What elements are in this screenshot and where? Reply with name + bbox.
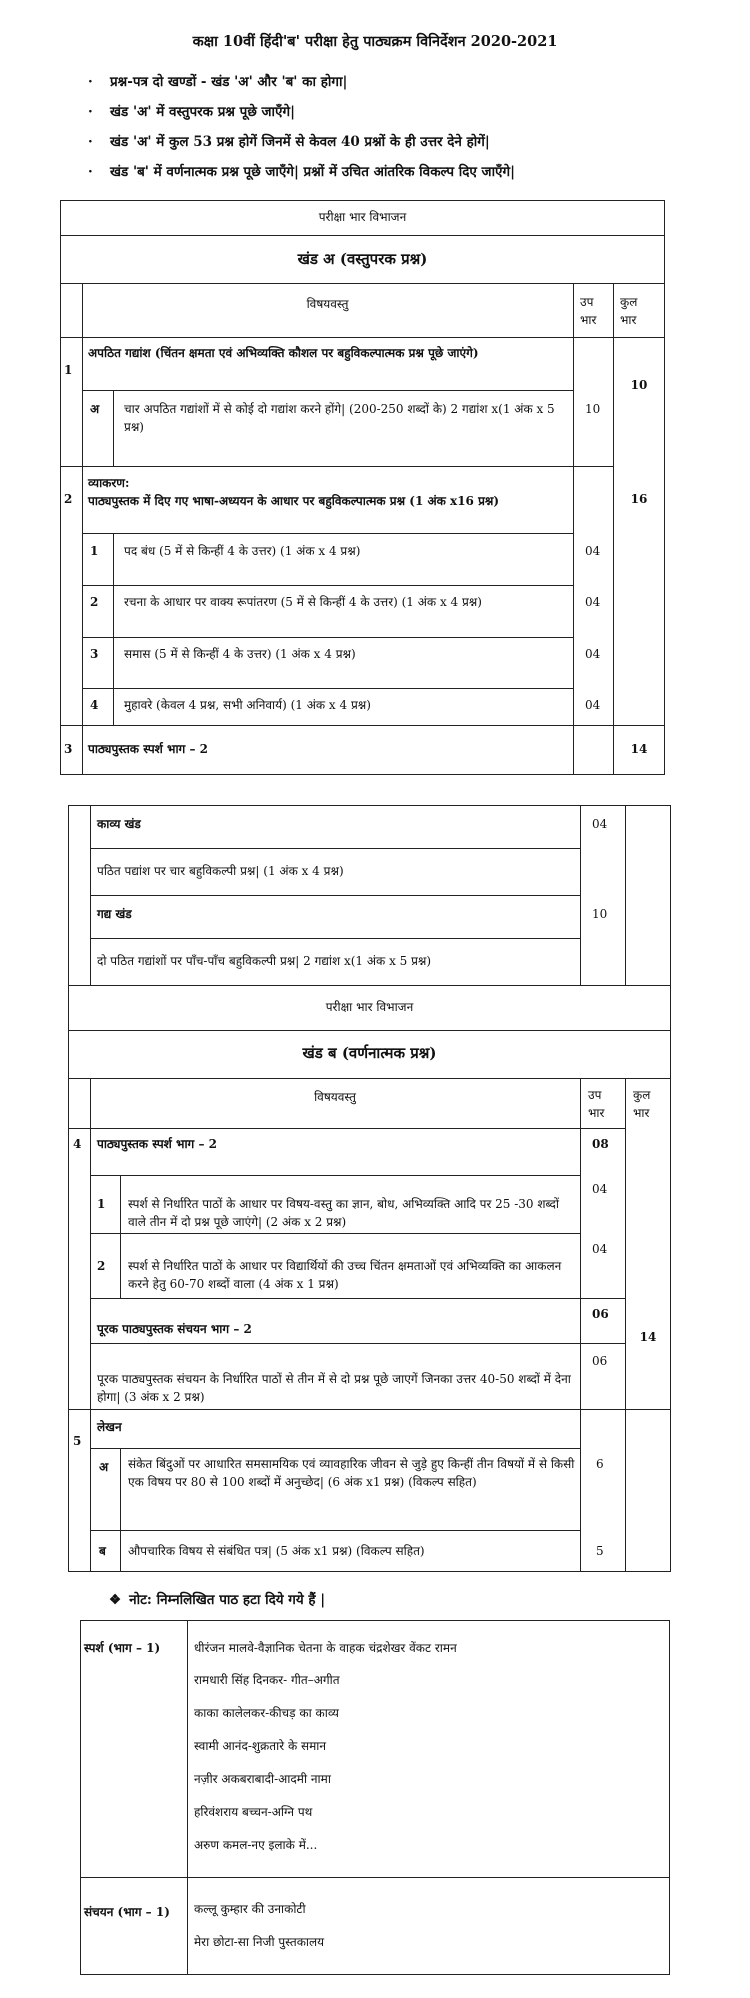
column-header-sub-marks: उप भार: [588, 1088, 605, 1120]
question-total-marks: 14: [630, 742, 648, 756]
item-marks: 04: [592, 1242, 608, 1256]
item-label: ब: [99, 1544, 106, 1558]
item-text: मुहावरे (केवल 4 प्रश्न, सभी अनिवार्य) (1 अंक x 4 प्रश्न): [124, 698, 371, 712]
column-header-subject: विषयवस्तु: [306, 297, 349, 311]
item-marks: 04: [585, 544, 601, 558]
question-number: 2: [64, 492, 73, 506]
removed-lessons-note: [109, 1590, 325, 1608]
item-label: अ: [99, 1460, 109, 1474]
item-marks: 5: [596, 1544, 604, 1558]
item-text: रचना के आधार पर वाक्य रूपांतरण (5 में से किन्हीं 4 के उत्तर) (1 अंक x 4 प्रश्न): [124, 595, 482, 609]
sanchayan-heading: पूरक पाठ्यपुस्तक संचयन भाग – 2: [97, 1322, 252, 1336]
removed-lesson: धीरंजन मालवे-वैज्ञानिक चेतना के वाहक चंद्रशेखर वेंकट रामन: [194, 1641, 457, 1655]
item-marks: 10: [592, 907, 608, 921]
instruction-item: · खंड 'अ' में वस्तुपरक प्रश्न पूछे जाएँगे|: [80, 102, 720, 132]
removed-lesson: काका कालेलकर-कीचड़ का काव्य: [194, 1706, 339, 1720]
item-label: अ: [90, 402, 100, 416]
section-title: खंड ब (वर्णनात्मक प्रश्न): [302, 1044, 437, 1062]
note-text: नोट: निम्नलिखित पाठ हटा दिये गये हैं |: [129, 1592, 326, 1608]
kavya-heading: काव्य खंड: [97, 817, 141, 831]
instruction-list: [80, 72, 720, 192]
item-number: 3: [90, 647, 99, 661]
item-text: पूरक पाठ्यपुस्तक संचयन के निर्धारित पाठों से तीन में से दो प्रश्न पूछे जाएगें जिनका उत्तर 40-50 शब्दों में देना होगा| (3 अंक x 2 प्रश्न): [97, 1372, 571, 1404]
item-marks: 04: [585, 595, 601, 609]
page-title: कक्षा 10वीं हिंदी'ब' परीक्षा हेतु पाठ्यक्रम विनिर्देशन 2020-2021: [192, 33, 558, 50]
instruction-item: · खंड 'अ' में कुल 53 प्रश्न होगें जिनमें से केवल 40 प्रश्नों के ही उत्तर देने होगें|: [80, 132, 720, 162]
diamond-bullet-icon: ❖: [109, 1592, 122, 1608]
item-marks: 04: [592, 1182, 608, 1196]
question-total-marks: 16: [630, 492, 648, 506]
item-text: स्पर्श से निर्धारित पाठों के आधार पर विद्यार्थियों की उच्च चिंतन क्षमताओं एवं अभिव्यक्ति का आकलन करने हेतु 60-70 शब्दों वाला (4 अंक x 1 प्रश्न): [128, 1259, 562, 1291]
item-marks: 04: [585, 647, 601, 661]
item-number: 1: [90, 544, 99, 558]
item-text: पठित पद्यांश पर चार बहुविकल्पी प्रश्न| (1 अंक x 4 प्रश्न): [97, 864, 344, 878]
item-text: पद बंध (5 में से किन्हीं 4 के उत्तर) (1 अंक x 4 प्रश्न): [124, 544, 361, 558]
question-total-marks: 10: [630, 378, 648, 392]
item-number: 4: [90, 698, 99, 712]
table-caption: परीक्षा भार विभाजन: [318, 210, 407, 224]
sanchayan-marks: 06: [592, 1307, 609, 1321]
item-text: चार अपठित गद्यांशों में से कोई दो गद्यांश करने होंगे| (200-250 शब्दों के) 2 गद्यांश x(1 अंक x 5 प्रश्न): [124, 402, 555, 434]
question-number: 5: [73, 1434, 82, 1448]
section-title: खंड अ (वस्तुपरक प्रश्न): [297, 250, 428, 268]
question-total-marks: 14: [639, 1330, 657, 1344]
item-text: औपचारिक विषय से संबंधित पत्र| (5 अंक x1 प्रश्न) (विकल्प सहित): [128, 1544, 425, 1558]
item-text: समास (5 में से किन्हीं 4 के उत्तर) (1 अंक x 4 प्रश्न): [124, 647, 356, 661]
removed-lesson: स्वामी आनंद-शुक्रतारे के समान: [194, 1739, 327, 1753]
gadya-heading: गद्य खंड: [97, 907, 132, 921]
removed-lesson: मेरा छोटा-सा निजी पुस्तकालय: [194, 1935, 325, 1949]
removed-lesson: नज़ीर अकबराबादी-आदमी नामा: [194, 1772, 331, 1786]
item-text: संकेत बिंदुओं पर आधारित समसामयिक एवं व्यावहारिक जीवन से जुड़े हुए किन्हीं तीन विषयों में से किसी एक विषय पर 80 से 100 शब्दों में अनुच्छेद| (6 अंक x1 प्रश्न) (विकल्प सहित): [128, 1457, 575, 1489]
question-heading: पाठ्यपुस्तक स्पर्श भाग – 2: [97, 1137, 218, 1151]
sparsh-label: स्पर्श (भाग – 1): [84, 1641, 161, 1655]
question-heading: व्याकरण:: [88, 476, 130, 490]
column-header-subject: विषयवस्तु: [314, 1090, 356, 1104]
table-caption: परीक्षा भार विभाजन: [325, 1000, 414, 1014]
item-number: 1: [97, 1197, 106, 1211]
item-marks: 04: [585, 698, 601, 712]
question-number: 3: [64, 742, 73, 756]
column-header-sub-marks: उप भार: [580, 295, 597, 327]
item-number: 2: [97, 1259, 106, 1273]
item-text: स्पर्श से निर्धारित पाठों के आधार पर विषय-वस्तु का ज्ञान, बोध, अभिव्यक्ति आदि पर 25 -30 शब्दों वाले तीन में दो प्रश्न पूछे जाएंगे| (2 अंक x 2 प्रश्न): [128, 1197, 560, 1229]
column-header-total-marks: कुल भार: [633, 1088, 651, 1120]
removed-lesson: रामधारी सिंह दिनकर- गीत–अगीत: [194, 1673, 340, 1687]
removed-lesson: हरिवंशराय बच्चन-अग्नि पथ: [194, 1805, 313, 1819]
item-marks: 6: [596, 1457, 604, 1471]
instruction-item: · खंड 'ब' में वर्णनात्मक प्रश्न पूछे जाएँगे| प्रश्नों में उचित आंतरिक विकल्प दिए जाएँगे|: [80, 162, 720, 192]
question-heading-marks: 08: [592, 1137, 609, 1151]
item-text: दो पठित गद्यांशों पर पाँच-पाँच बहुविकल्पी प्रश्न| 2 गद्यांश x(1 अंक x 5 प्रश्न): [97, 954, 432, 968]
question-heading: पाठ्यपुस्तक में दिए गए भाषा-अध्ययन के आधार पर बहुविकल्पात्मक प्रश्न (1 अंक x16 प्रश्न): [88, 494, 500, 508]
instruction-item: · प्रश्न-पत्र दो खण्डों - खंड 'अ' और 'ब' का होगा|: [80, 72, 720, 102]
question-heading: लेखन: [97, 1420, 122, 1434]
removed-lesson: अरुण कमल-नए इलाके में...: [194, 1838, 318, 1852]
removed-lesson: कल्लू कुम्हार की उनाकोटी: [194, 1902, 306, 1916]
item-marks: 04: [592, 817, 608, 831]
item-marks: 06: [592, 1354, 608, 1368]
question-number: 4: [73, 1137, 82, 1151]
column-header-total-marks: कुल भार: [620, 295, 638, 327]
item-number: 2: [90, 595, 99, 609]
question-heading: पाठ्यपुस्तक स्पर्श भाग – 2: [88, 742, 209, 756]
question-heading: अपठित गद्यांश (चिंतन क्षमता एवं अभिव्यक्ति कौशल पर बहुविकल्पात्मक प्रश्न पूछे जाएंगे): [88, 346, 479, 360]
item-marks: 10: [585, 402, 601, 416]
sanchayan-label: संचयन (भाग – 1): [84, 1905, 170, 1919]
question-number: 1: [64, 363, 73, 377]
